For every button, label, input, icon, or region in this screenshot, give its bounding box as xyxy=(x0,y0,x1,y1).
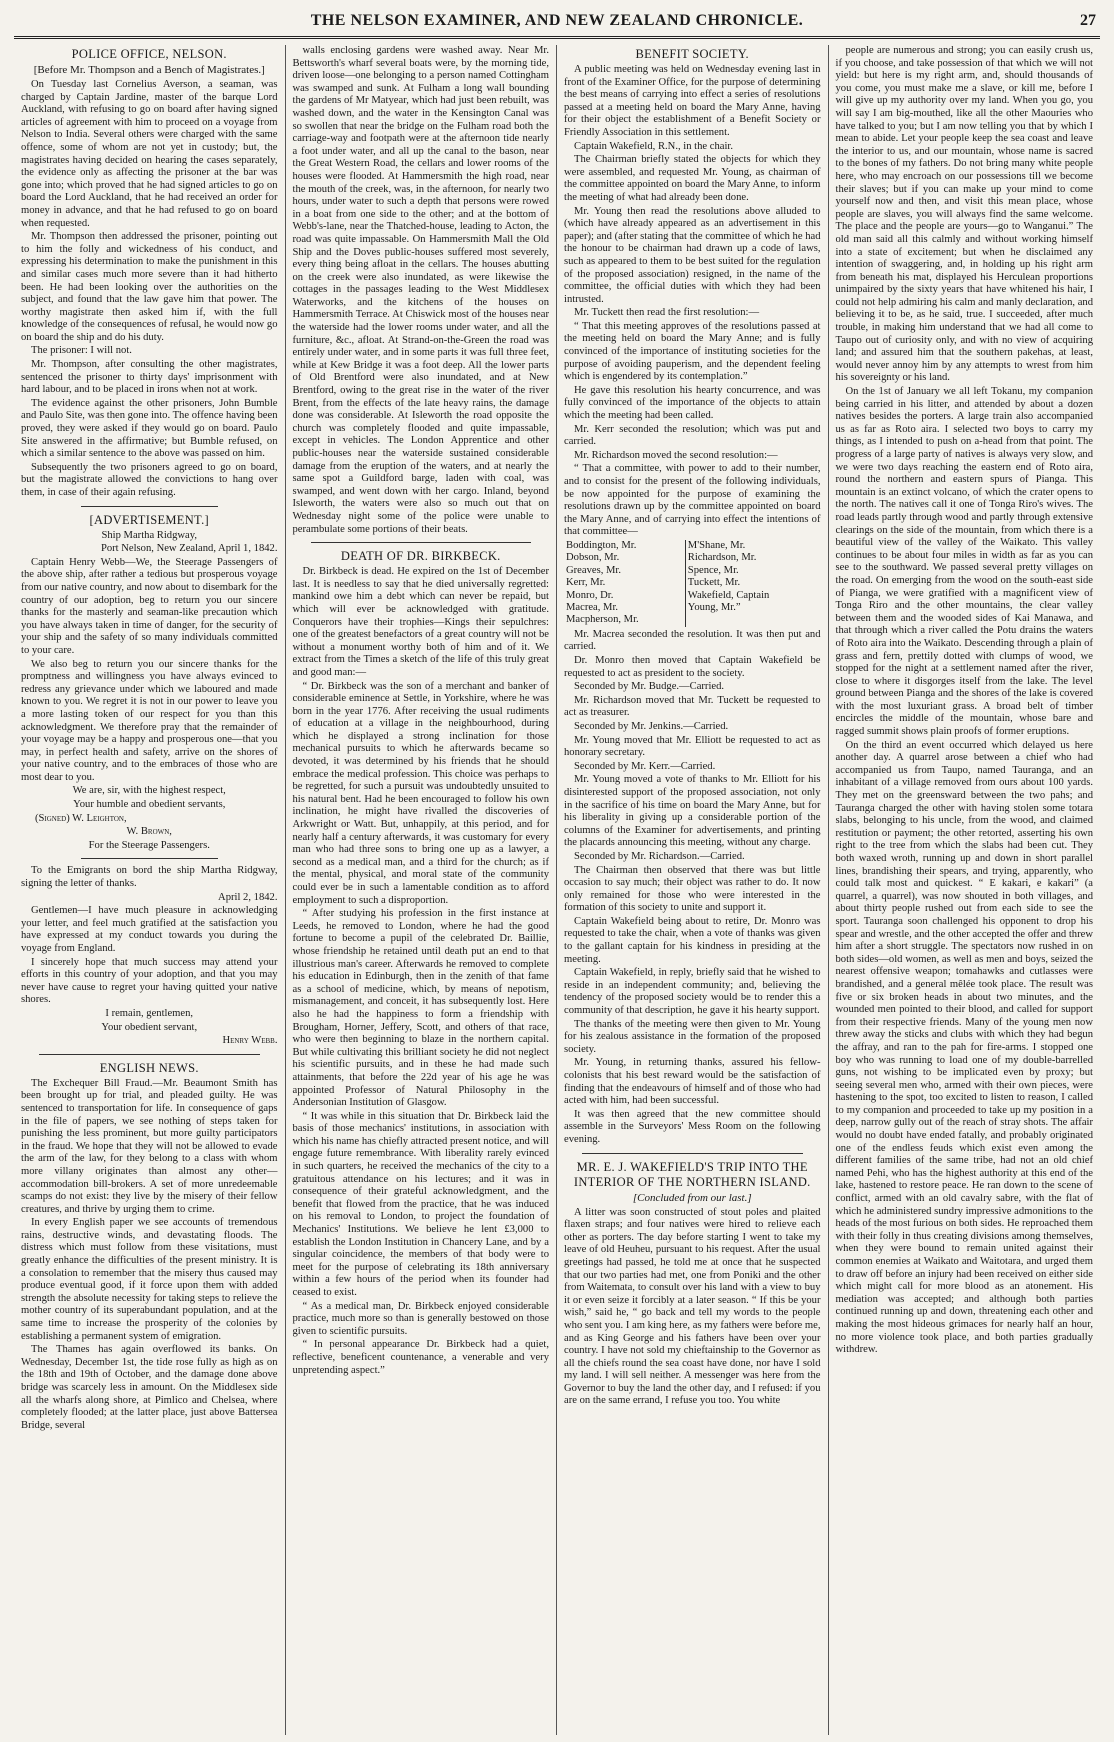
flood-report-body xyxy=(293,45,550,536)
advert-heading: [ADVERTISEMENT.] xyxy=(89,512,209,527)
reply-close-1: I remain, gentlemen, xyxy=(105,1007,194,1019)
advert-body xyxy=(21,557,278,785)
committee-name: Richardson, Mr. xyxy=(685,552,820,564)
advert-signature-2: W. Brown, xyxy=(126,826,172,838)
benefit-society-heading: BENEFIT SOCIETY. xyxy=(635,47,749,61)
column-4 xyxy=(829,45,1101,1735)
paragraph: “ Dr. Birkbeck was the son of a merchant and banker of considerable eminence at Settle, in Yorkshire, where he was born in the year 1776. After receiving the usual rudiments of education at a village in the neighbourhood, during which he displayed a strong inclination for those mechanical pursuits to which he afterwards became so devoted, it was determined by his friends that he should embrace the medical profession. This choice was perhaps to be regretted, for such a pursuit was undoubtedly unsuited to his natural bent. Had he been encouraged to follow his own inclination, he might have rivalled the discoveries of Arkwright or Watt. But, unhappily, at this period, and for nearly half a century afterwards, it was customary for every man who had three sons to bring one up as a lawyer, a second as a medical man, and a third for the church; as if the mental, physical, and moral state of the community could ever be in such a lamentable condition as to afford employment to such a disproportion. xyxy=(292,680,549,906)
paragraph: Dr. Monro then moved that Captain Wakefield be requested to act as president to the society. xyxy=(564,655,821,679)
committee-name: Kerr, Mr. xyxy=(566,577,606,589)
committee-name: Spence, Mr. xyxy=(685,565,820,577)
table-row xyxy=(564,577,821,589)
birkbeck-body xyxy=(293,566,550,1377)
paragraph: Dr. Birkbeck is dead. He expired on the 1st of December last. It is needless to say that he died universally regretted: mankind owe him a debt which can never be repaid, but which will ever be acknowledged with gratitude. Conquerors have their trophies—Kings their sepulchres: one of the greatest benefactors of a great country will not be without a monument worthy both of him and of it. We extract from the Times a sketch of the life of this truly great and good man:— xyxy=(292,566,549,678)
paragraph: Captain Wakefield, R.N., in the chair. xyxy=(574,140,733,152)
table-row xyxy=(564,590,821,602)
paragraph: “ It was while in this situation that Dr. Birkbeck laid the basis of those mechanics' institutions, in association with which his name has chiefly attracted present notice, and will engage future remembrance. With liberality rarely evinced in such quarters, he received the mechanics of the city to a gratuitous attendance on his lectures; and it was in consequence of their grateful acknowledgment, and the benefit that flowed from the practice, that he was induced on his removal to London, to project the foundation of Mechanics' Institutions. We believe he lent £3,000 to establish the London Institution in Chancery Lane, and by a singular coincidence, the members of that body were to meet for the purpose of celebrating its 18th anniversary within a few hours of the period when its founder had ceased to exist. xyxy=(292,1110,549,1298)
paragraph: Mr. Thompson then addressed the prisoner, pointing out to him the folly and wickedness of his conduct, and expressing his determination to make the punishment in this and similar cases much more severe than it had hitherto been. He had been looking over the authorities on the subject, and found that the law gave him that power. The worthy magistrate then asked him if, with the full knowledge of the consequences of refusal, he would now go on board the ship and do his duty. xyxy=(21,231,278,343)
paragraph: A public meeting was held on Wednesday evening last in front of the Examiner Office, for the purpose of determining the best means of carrying into effect a series of resolutions passed at a meeting held on board the Mary Anne, having for their object the establishment of a Benefit Society or Friendly Association in this settlement. xyxy=(564,64,821,138)
committee-names-table xyxy=(564,540,821,627)
committee-name: Wakefield, Captain xyxy=(685,590,820,602)
paragraph: The Chairman then observed that there was but little occasion to say much; their object was rather to do. It now only remained for those who were interested in the formation of this society to unite and support it. xyxy=(564,864,821,914)
committee-name: Boddington, Mr. xyxy=(566,539,637,551)
paragraph: Mr. Young moved that Mr. Elliott be requested to act as honorary secretary. xyxy=(564,734,821,759)
trip-heading: MR. E. J. WAKEFIELD'S TRIP INTO THE INTERIOR OF THE NORTHERN ISLAND. xyxy=(573,1159,811,1189)
advert-ship: Ship Martha Ridgway, xyxy=(101,529,198,541)
english-news-heading: ENGLISH NEWS. xyxy=(99,1060,199,1075)
paragraph: On the 1st of January we all left Tokanu, my companion being carried in his litter, and attended by about a dozen natives besides the porters. A large train also accompanied us as far as Roto aira. I selected two boys to carry my things, as I intended to push on a-head from that point. The progress of a large party of natives is always very slow, and we were two days reaching the eastern end of Roto aira, round the northern and eastern spurs of Pianga. This mountain is an extinct volcano, of which the crater opens to the north. The natives call it one of Tonga Riro's wives. The road leads partly through wood and partly through extensive clearings on the side of the mountain, from which there is a beautiful view of the valley of the Waikato. This valley continues to be about four miles in width as far as you can see to the southward. We passed several pretty villages on the road. On emerging from the wood on the south-east side of Pianga, we were gratified with a magnificent view of Tonga Riro and the other mountains, the clear valley between them and the wooded sides of Kai Manawa, and that through which a river called the Potu drains the waters of Roto aira into the Waikato. Descending through a plain of grass and fern, prettily dotted with clumps of wood, we stopped for the night at a settlement named after the river, close to where it disgorges itself from the lake. The level ground between Pianga and the shores of the lake is covered with the most luxuriant grass. A broad belt of timber encircles the middle of the mountain, whose bare and ragged summit shows plain proofs of former eruptions. xyxy=(835,386,1093,738)
police-heading: POLICE OFFICE, NELSON. xyxy=(71,47,227,61)
paragraph: Gentlemen—I have much pleasure in acknowledging your letter, and feel much gratified at the satisfaction you have expressed at my conduct towards you during the voyage from England. xyxy=(21,905,278,954)
divider xyxy=(81,506,218,507)
paragraph: The prisoner: I will not. xyxy=(31,345,132,357)
birkbeck-heading: DEATH OF DR. BIRKBECK. xyxy=(340,549,501,564)
committee-name: M'Shane, Mr. xyxy=(685,540,820,552)
committee-name: Greaves, Mr. xyxy=(566,564,622,576)
committee-name: Monro, Dr. xyxy=(566,589,614,601)
paragraph: walls enclosing gardens were washed away. Near Mr. Bettsworth's wharf several boats were, by the morning tide, driven loose—one belonging to a person named Cottingham was swamped and sunk. At Fulham a long wall bounding the gardens of Mr Matyear, which had just been rebuilt, was washed down, and the water in the Kensington Canal was so swollen that near the bridge on the Fulham road both the carriage-way and footpath were at the afternoon tide nearly a foot under water, and all up the canal to the bason, near the Great Western Road, the cellars and lower rooms of the houses were flooded. At Hammersmith the high road, near the mouth of the creek, was, in the afternoon, for nearly two hours, under water to such a depth that persons were rowed in a boat from one side to the other; and at the bottom of Webb's-lane, near the Thatched-house, leading to Acton, the road was quite impassable. On Hammersmith Mall the Old Ship and the Doves public-houses suffered most severely, every thing being afloat in the cellars. The houses abutting on the creek were also inundated, as were likewise the cottages in the passages leading to the West Middlesex Waterworks, and the kitchens of the houses on Hammersmith Terrace. At Chiswick most of the houses near the waterside had the lower rooms under water, and all the furniture, &c., afloat. At Strand-on-the-Green the road was entirely under water, and in some parts it was full three feet, while at Kew Bridge it was a foot deep. All the lower parts of Old Brentford were also inundated, and at New Brentford, owing to the great rise in the water of the river Brent, from the effects of the late heavy rains, the damage done was considerable. At Isleworth the road opposite the church was completely flooded and quite impassable, except in vehicles. The London Apprentice and other public-houses near the waterside sustained considerable damage from the eruption of the waters, and at nearly the same spot a Guildford barge, laden with coal, was swamped, and went down with her cargo. Inland, beyond Isleworth, the waters were also so much out that on Wednesday night some of the police were unable to perambulate some portions of their beats. xyxy=(292,45,549,535)
table-row xyxy=(564,540,821,552)
reply-close-2: Your obedient servant, xyxy=(101,1021,198,1033)
paragraph: The thanks of the meeting were then given to Mr. Young for his zealous assistance in the formation of the proposed society. xyxy=(564,1018,821,1055)
committee-name: Young, Mr.” xyxy=(685,602,820,614)
paragraph: The Chairman briefly stated the objects for which they were assembled, and requested Mr. Young, as chairman of the committee appointed on board the Mary Anne, to inform the meeting of what had already been done. xyxy=(564,154,821,203)
paragraph: Mr. Young then read the resolutions above alluded to (which have already appeared as an advertisement in this paper); and (after stating that the committee of which he had the honour to be chairman had drawn up a code of laws, such as appeared to them to be best suited for the regulation of the proposed association) resigned, in the name of the committee, the official duties with which they had been intrusted. xyxy=(564,205,821,305)
paragraph: Mr. Young moved a vote of thanks to Mr. Elliott for his disinterested support of the proposed association, not only in the sacrifice of his time on board the Mary Anne, but for his liberality in giving up a considerable portion of the columns of the Examiner for advertisements, and printing the placards announcing this meeting, without any charge. xyxy=(564,774,821,849)
committee-name: Macrea, Mr. xyxy=(566,602,619,613)
paragraph: Seconded by Mr. Kerr.—Carried. xyxy=(574,760,716,772)
paragraph: It was then agreed that the new committee should assemble in the Surveyors' Mess Room on the following evening. xyxy=(564,1108,821,1145)
masthead-title: THE NELSON EXAMINER, AND NEW ZEALAND CHRONICLE. xyxy=(310,12,804,29)
paragraph: Mr. Tuckett then read the first resolution:— xyxy=(574,307,760,319)
paragraph: Seconded by Mr. Jenkins.—Carried. xyxy=(574,720,729,732)
committee-name: Dobson, Mr. xyxy=(566,552,620,564)
paragraph: Mr. Thompson, after consulting the other magistrates, sentenced the prisoner to thirty days' imprisonment with hard labour, and to be placed in irons when not at work. xyxy=(21,359,278,396)
table-row xyxy=(564,552,821,564)
paragraph: Mr. Macrea seconded the resolution. It was then put and carried. xyxy=(564,628,821,653)
police-body xyxy=(21,79,278,500)
paragraph: Seconded by Mr. Richardson.—Carried. xyxy=(574,850,745,862)
paragraph: Mr. Richardson moved that Mr. Tuckett be requested to act as treasurer. xyxy=(564,694,821,719)
table-row xyxy=(564,565,821,577)
paragraph: The evidence against the other prisoners, John Bumble and Paulo Site, was then gone into. The offence having been proved, they were asked if they would go on board. Paulo Site answered in the affirmative; but Bumble refused, on which a similar sentence to the above was passed on him. xyxy=(21,397,278,460)
trip-subheading: [Concluded from our last.] xyxy=(632,1191,752,1204)
police-subheading: [Before Mr. Thompson and a Bench of Magistrates.] xyxy=(33,64,265,76)
paragraph: I sincerely hope that much success may attend your efforts in this country of your adoption, and that you may never have cause to regret your having quitted your native shores. xyxy=(21,956,278,1006)
paragraph: He gave this resolution his hearty concurrence, and was fully convinced of the importance of the objects to attain which the meeting had been called. xyxy=(564,384,821,422)
paragraph: Mr. Kerr seconded the resolution; which was put and carried. xyxy=(564,423,821,448)
column-2 xyxy=(286,45,558,1735)
reply-addressee: To the Emigrants on bord the ship Martha Ridgway, signing the letter of thanks. xyxy=(21,865,278,890)
paragraph: Subsequently the two prisoners agreed to go on board, but the magistrate allowed the convictions to hang over them, in case of their again refusing. xyxy=(21,461,278,498)
column-3 xyxy=(557,45,829,1735)
advert-closing: We are, sir, with the highest respect, xyxy=(72,785,226,797)
trip-body xyxy=(564,1207,821,1409)
paragraph: “ In personal appearance Dr. Birkbeck had a quiet, reflective, beneficent countenance, a venerable and very unpretending aspect.” xyxy=(292,1339,549,1376)
paragraph: “ That a committee, with power to add to their number, and to consist for the present of the following individuals, be now appointed for the purpose of examining the resolutions drawn up by the committee appointed on board the Mary Anne, and of carrying into effect the intentions of that committee— xyxy=(564,463,821,538)
committee-name: Macpherson, Mr. xyxy=(566,614,639,626)
paragraph: Captain Wakefield, in reply, briefly said that he wished to reside in an independent community; and, believing the tendency of the proposed society would be to render this a community of that description, he gave it his hearty support. xyxy=(564,967,821,1017)
column-1 xyxy=(14,45,286,1735)
divider xyxy=(582,1153,803,1154)
paragraph: Seconded by Mr. Budge.—Carried. xyxy=(574,681,725,693)
divider xyxy=(39,1054,260,1055)
advert-place-date: Port Nelson, New Zealand, April 1, 1842. xyxy=(100,543,278,555)
paragraph: Captain Wakefield being about to retire, Dr. Monro was requested to take the chair, when a vote of thanks was given to the gallant captain for his kindness in presiding at the meeting. xyxy=(564,915,821,965)
benefit-society-body-a xyxy=(564,64,821,539)
page-number: 27 xyxy=(1080,12,1096,29)
paragraph: “ After studying his profession in the first instance at Leeds, he removed to London, where he had the good fortune to become a pupil of the celebrated Dr. Baillie, whose friendship he retained until death put an end to that illustrious man's career. Afterwards he removed to complete his education in Edinburgh, then in the zenith of that fame as a school of medicine, which, by means of nepotism, mismanagement, and conceit, it has subsequently lost. Here also he had the happiness to form a friendship with Brougham, Horner, Jeffery, Scott, and others of that race, who were then beginning to blaze in the northern capital. But while cultivating this brilliant society he did not neglect his scientific pursuits, and in these he had made such attainments, that before the 22d year of his age he was appointed Professor of Natural Philosophy in the Andersonian Institution of Glasgow. xyxy=(292,908,549,1109)
paragraph: people are numerous and strong; you can easily crush us, if you choose, and take possession of that which we will not yield: but here is my right arm, and, should thousands of you come, you must make me a slave, or kill me, before I will give up my authority over my land. When you go, you will say I am big-mouthed, like all the other Maouries who have talked to you; but I am now telling you that by which I mean to abide. Let your people keep the sea coast and leave the interior to us, and our mountain, whose name is sacred to the bones of my fathers. Do not bring many white people here, who may encroach on our possessions till we become their slaves; but if you can make up your mind to come yourself now and then, and visit this mean place, whose people are slaves, you will always find the same welcome. The place and the people are yours—go to Wanganui.” The old man said all this calmly and without working himself into a state of excitement; but when he disclaimed any intention of swaggering, and, in holding up his right arm from beneath his mat, displayed his Herculean proportions unimpaired by the sixty years that have whitened his hair, I could not help admiring his calm and manly declaration, and believing it to be, as he said, true. I succeeded, after much trouble, in making him understand that we had all come to Taupo out of curiosity only, and with no view of acquiring land; and assured him that the southern pakehas, at least, would never annoy him by any attempts to wrest from him his sovereignty or his land. xyxy=(835,45,1093,384)
paragraph: We also beg to return you our sincere thanks for the promptness and willingness you have always evinced to redress any grievance under which we laboured and made known to you. We regret it is not in our power to leave you a more lasting token of our respect for you than this acknowledgment. We therefore pray that the remainder of your voyage may be a happy and prosperous one—that you may, in perfect health and safety, arrive on the shores of your native country, and to the embraces of those who are most dear to you. xyxy=(21,658,278,783)
masthead xyxy=(14,10,1100,39)
table-row xyxy=(564,602,821,614)
paragraph: Mr. Young, in returning thanks, assured his fellow-colonists that his best reward would be the satisfaction of finding that the endeavours of himself and of those who had acted with him, had been successful. xyxy=(564,1057,821,1107)
paragraph: In every English paper we see accounts of tremendous rains, destructive winds, and devastating floods. The distress which must follow from these visitations, must greatly enhance the difficulties of the present ministry. It is a consolation to remember that the misery thus caused may produce eventual good, if it force upon them with added strength the absolute necessity for taking steps to relieve the mother country of its superabundant population, and at the same time to increase the prosperity of the colonies by establishing a permanent system of emigration. xyxy=(21,1217,278,1342)
advert-signature-1: (Signed) W. Leighton, xyxy=(35,812,127,824)
reply-signature: Henry Webb. xyxy=(222,1035,278,1047)
benefit-society-body-b xyxy=(564,629,821,1147)
paragraph: Mr. Richardson moved the second resolution:— xyxy=(574,449,778,461)
advert-signature-3: For the Steerage Passengers. xyxy=(88,839,210,851)
reply-body xyxy=(21,905,278,1007)
paragraph: “ That this meeting approves of the resolutions passed at the meeting held on board the Mary Anne; and is fully convinced of the importance of instituting societies for the purpose of avoiding pauperism, and the dependent feeling which is engendered by its contemplation.” xyxy=(564,320,821,383)
committee-name xyxy=(685,614,820,626)
paragraph: The Thames has again overflowed its banks. On Wednesday, December 1st, the tide rose fully as high as on the 18th and 19th of October, and the damage done above bridge was scarcely less in amount. On the Middlesex side all the wharfs along shore, at Pimlico and Chelsea, where completely flooded; at the latter place, just above Battersea Bridge, several xyxy=(21,1344,278,1431)
columns xyxy=(14,45,1100,1735)
reply-date: April 2, 1842. xyxy=(218,891,278,903)
divider xyxy=(81,858,218,859)
committee-name: Tuckett, Mr. xyxy=(685,577,820,589)
trip-continued-body xyxy=(836,45,1094,1357)
paragraph: Captain Henry Webb—We, the Steerage Passengers of the above ship, after rather a tedious but prosperous voyage from our native country, and now about to disembark for the country of our adoption, beg to return you our sincere thanks for the masterly and seaman-like precaution which you have always taken in time of danger, for the security of your ship and the safety of so many individuals committed to your care. xyxy=(21,556,278,656)
advert-closing-2: Your humble and obedient servants, xyxy=(73,799,226,811)
english-news-body xyxy=(21,1078,278,1433)
paragraph: A litter was soon constructed of stout poles and plaited flaxen straps; and four natives were hired to relieve each other as porters. The day before starting I went to take my leave of old Heuheu, pursuant to his request. After the usual greetings had passed, he told me at once that he suspected that our two parties had met, one from Poniki and the other from Waitemata, to consult over his land with a view to buy it or even seize it forcibly at a later season. “ If this be your wish,” said he, “ go back and tell my words to the people who sent you. I am king here, as my fathers were before me, and as King George and his fathers have been over your country. I have not sold my chieftainship to the Governor as all the chiefs round the sea coast have done, nor have I sold my land. I will sell neither. A messenger was here from the Governor to buy the land the other day, and I refused: if you are on the same errand, I refuse you too. You white xyxy=(564,1206,821,1407)
table-row xyxy=(564,614,821,626)
paragraph: On Tuesday last Cornelius Averson, a seaman, was charged by Captain Jardine, master of the barque Lord Auckland, with refusing to go on board after having signed articles of agreement with him to proceed on a voyage from Nelson to India. Several others were charged with the same offence, some of whom are not yet in custody; but, the magistrates having decided on hearing the cases separately, the evidence only as affecting the prisoner at the bar was gone into; which proved that he had signed articles to go on board the Lord Auckland, that he had received an order for money in advance, and that he had refused to go on board when requested. xyxy=(21,79,278,229)
paragraph: The Exchequer Bill Fraud.—Mr. Beaumont Smith has been brought up for trial, and pleaded guilty. He was sentenced to transportation for life. In consequence of gaps in the file of papers, we see nothing of steps taken for punishing the less prominent, but more guilty participators in the fraud. We hope that they will not be allowed to evade the arm of the law, for they belong to a class with whom more villany originates than almost any other—accommodation bill-brokers. A set of more unredeemable scamps do not exist: they live by the misery of their fellow creatures, and thrive by urging them to crime. xyxy=(21,1077,278,1215)
paragraph: On the third an event occurred which delayed us here another day. A quarrel arose between a chief who had accompanied us from Taupo, named Tauranga, and an inhabitant of a village removed from ours about 100 yards. They met on the greensward between the two pahs; and Tauranga charged the other with having stolen some totara slabs, belonging to his uncle, from the wood, and claimed restitution or payment; the other retorted, asserting his own right to the tree from which the slabs had been cut. They both waxed wroth, running up and down in short parallel lines, brandishing their spears, and trying, apparently, who could talk most and quickest. “ E kakari, e kakari” (a quarrel, a quarrel), was now shouted in both villages, and about thirty people rushed out from each side to see the sport. Tauranga soon challenged his opponent to drop his spear and wrestle, and the other accepted the offer and threw him after a short struggle. The spectators now rushed in on both sides—old women, as well as men and boys, seized the nearest offensive weapon; tomahawks and cutlasses were brandished, and a general mêlée took place. The result was five or six broken heads in about two minutes, and the wounded men pointed to their blood, and called for support from their respective friends. Many of the young men now threw away the sticks and clubs with which they had begun the affray, and ran to the pah for fire-arms. I stopped one boy who was running to load one of my double-barrelled guns, not wishing to be implicated even by proxy; but seeing several men who, armed with their own pieces, were hastening to the spot, too excited to listen to reason, I called to my companion and proceeded to take up my position in a deep, narrow gully out of the reach of stray shots. The affair would no doubt have ended fatally, and probably originated one of the endless feuds which exist even among the different families of the same tribe, had not an old chief named Pehi, who has the highest authority at this end of the lake, hastened to restore peace. He ran down to the scene of conflict, armed with an old cavalry sabre, with the flat of which he administered sundry impressive admonitions to the heads of the most furious on both sides. He reproached them with their folly in thus creating divisions among themselves, when they were bound to remain united against their common enemies at Waikato and Waitotara, and urged them to draw off before an injury had been received on either side which might call for more blood as an atonement. His mediation was accepted; and although both parties continued running up and down, threatening each other and making the most hideous grimaces for nearly half an hour, no more violence took place, and both parties gradually withdrew. xyxy=(835,739,1093,1356)
divider xyxy=(311,542,532,543)
paragraph: “ As a medical man, Dr. Birkbeck enjoyed considerable practice, much more so than is generally bestowed on those given to scientific pursuits. xyxy=(292,1300,549,1337)
